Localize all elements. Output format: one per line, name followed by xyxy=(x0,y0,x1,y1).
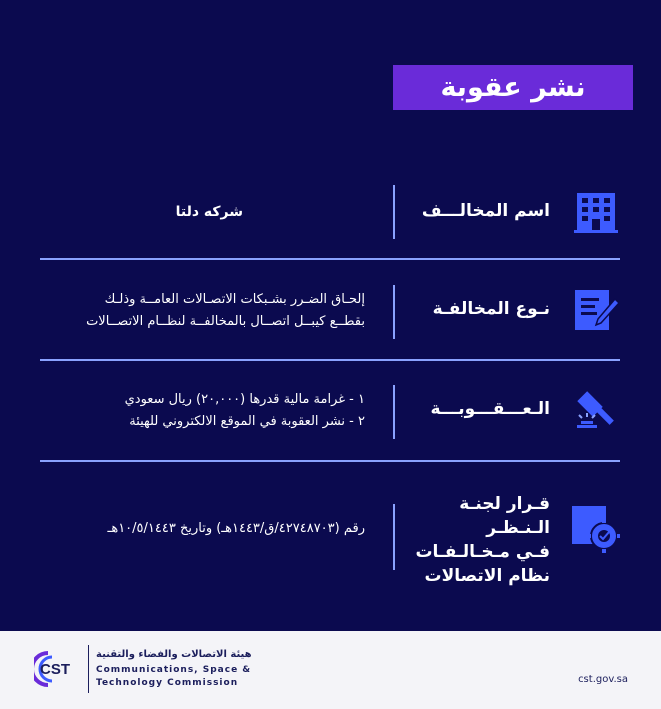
penalty-row xyxy=(40,385,620,439)
row-divider-vertical xyxy=(393,385,395,439)
committee-decision-value: رقم (٤٢٧٤٨٧٠٣/ق/١٤٤٣هـ) وتاريخ ١٠/٥/١٤٤٣هـ xyxy=(107,521,365,536)
org-name-english: Communications, Space & Technology Commission xyxy=(96,665,252,688)
committee-decision-row xyxy=(40,492,620,586)
row-divider-vertical xyxy=(393,185,395,239)
violator-name-value: شركه دلتا xyxy=(175,204,243,220)
row-separator xyxy=(40,258,620,260)
committee-decision-label: قـرار لجنـة الـنـظـر فـي مـخـالـفـات نظام الاتصالات xyxy=(415,494,550,586)
violator-name-row xyxy=(40,185,620,239)
website-link[interactable]: cst.gov.sa xyxy=(578,674,628,685)
violation-type-label: نـوع المخالفـة xyxy=(432,299,550,319)
penalty-value: ١ - غرامة مالية قدرها (٢٠,٠٠٠) ريال سعودي ٢ - نشر العقوبة في الموقع الالكتروني للهيئة xyxy=(124,392,365,429)
row-separator xyxy=(40,359,620,361)
gear-check-icon xyxy=(570,504,620,554)
logo-separator xyxy=(88,645,89,693)
document-pen-icon xyxy=(573,287,619,333)
building-icon xyxy=(573,189,619,235)
page-title: نشر عقوبة xyxy=(393,65,633,110)
row-divider-vertical xyxy=(393,285,395,339)
violator-name-label: اسم المخالـــف xyxy=(421,201,550,221)
org-name-arabic: هيئة الاتصالات والفضاء والتقنية xyxy=(96,649,252,660)
logo-text: CST xyxy=(40,661,70,678)
row-divider-vertical xyxy=(393,504,395,570)
violation-type-value: إلحـاق الضـرر بشـبكات الاتصـالات العامــة وذلـك بقطــع كيبــل اتصــال بالمخالفــة لنظــام الاتصــالات xyxy=(86,292,365,329)
penalty-label: الـعـــقـــوبـــة xyxy=(430,399,550,419)
row-separator xyxy=(40,460,620,462)
gavel-icon xyxy=(573,387,619,433)
violation-type-row xyxy=(40,285,620,339)
cst-logo-icon xyxy=(34,649,80,689)
